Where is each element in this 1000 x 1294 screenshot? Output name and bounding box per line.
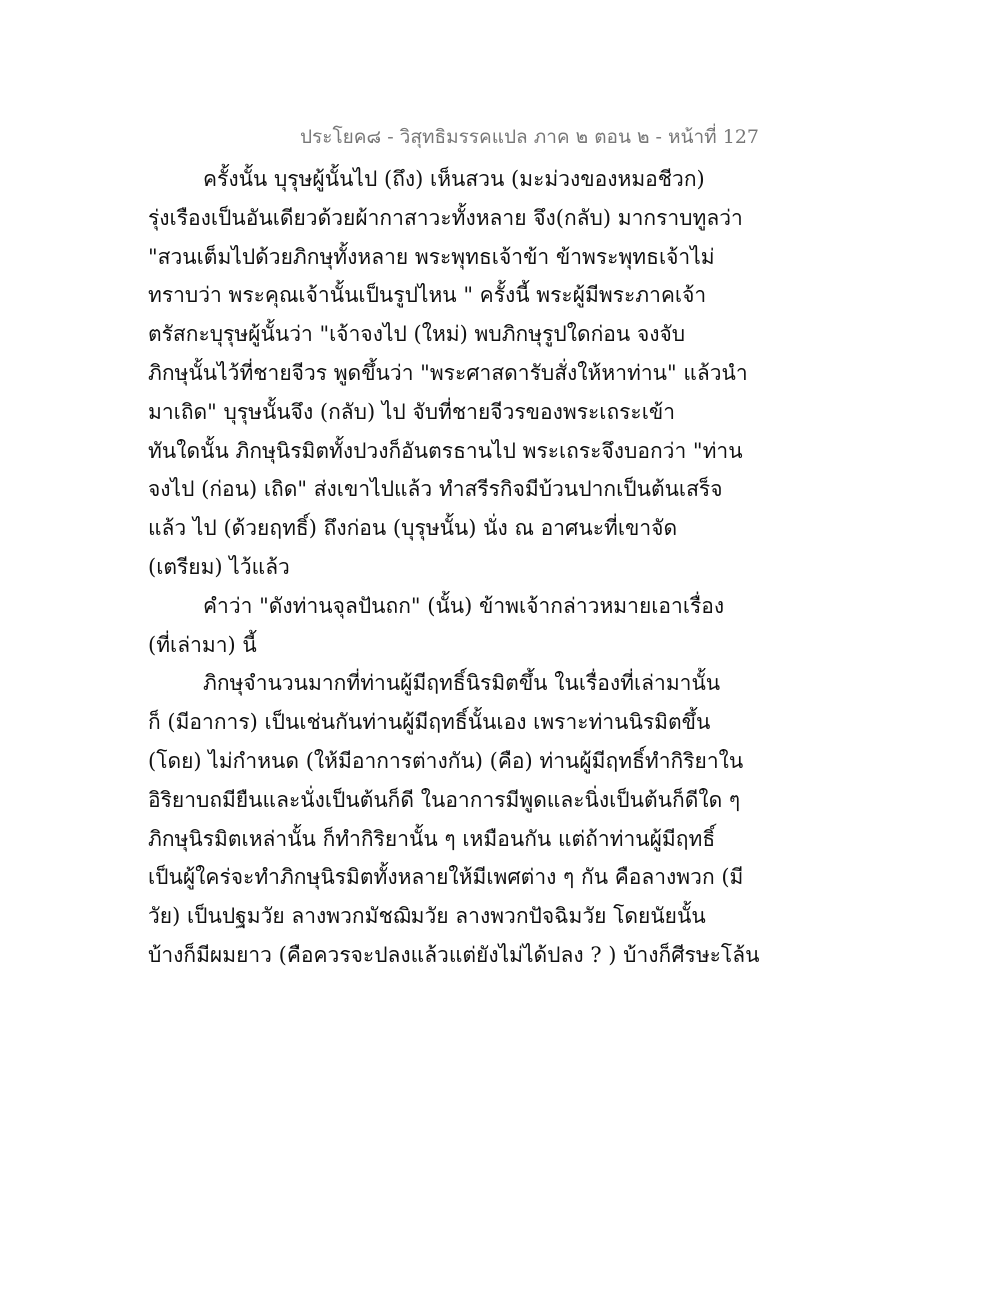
paragraph: [148, 587, 868, 665]
text-line: บ้างก็มีผมยาว (คือควรจะปลงแล้วแต่ยังไม่ได้ปลง ? ) บ้างก็ศีรษะโล้น: [148, 942, 760, 967]
text-line: ครั้งนั้น บุรุษผู้นั้นไป (ถึง) เห็นสวน (มะม่วงของหมอชีวก): [203, 167, 705, 191]
text-line: "สวนเต็มไปด้วยภิกษุทั้งหลาย พระพุทธเจ้าข้า ข้าพระพุทธเจ้าไม่: [148, 244, 715, 269]
text-line: ตรัสกะบุรุษผู้นั้นว่า "เจ้าจงไป (ใหม่) พบภิกษุรูปใดก่อน จงจับ: [148, 322, 686, 347]
text-line: ทันใดนั้น ภิกษุนิรมิตทั้งปวงก็อันตรธานไป พระเถระจึงบอกว่า "ท่าน: [148, 438, 743, 463]
text-line: ภิกษุจำนวนมากที่ท่านผู้มีฤทธิ์นิรมิตขึ้น ในเรื่องที่เล่ามานั้น: [203, 671, 721, 696]
text-line: (ที่เล่ามา) นี้: [148, 632, 257, 657]
text-line: จงไป (ก่อน) เถิด" ส่งเขาไปแล้ว ทำสรีรกิจมีบ้วนปากเป็นต้นเสร็จ: [148, 477, 723, 502]
paragraph: [148, 160, 868, 587]
text-line: แล้ว ไป (ด้วยฤทธิ์) ถึงก่อน (บุรุษนั้น) นั่ง ณ อาศนะที่เขาจัด: [148, 516, 678, 541]
text-line: ภิกษุนิรมิตเหล่านั้น ก็ทำกิริยานั้น ๆ เหมือนกัน แต่ถ้าท่านผู้มีฤทธิ์: [148, 826, 716, 851]
text-line: คำว่า "ดังท่านจุลปันถก" (นั้น) ข้าพเจ้ากล่าวหมายเอาเรื่อง: [203, 593, 725, 618]
text-line: วัย) เป็นปฐมวัย ลางพวกมัชฌิมวัย ลางพวกปัจฉิมวัย โดยนัยนั้น: [148, 904, 706, 929]
text-line: เป็นผู้ใคร่จะทำภิกษุนิรมิตทั้งหลายให้มีเพศต่าง ๆ กัน คือลางพวก (มี: [148, 865, 744, 890]
text-line: ก็ (มีอาการ) เป็นเช่นกันท่านผู้มีฤทธิ์นั้นเอง เพราะท่านนิรมิตขึ้น: [148, 710, 711, 735]
text-line: (โดย) ไม่กำหนด (ให้มีอาการต่างกัน) (คือ) ท่านผู้มีฤทธิ์ทำกิริยาใน: [148, 748, 744, 773]
text-line: ทราบว่า พระคุณเจ้านั้นเป็นรูปไหน " ครั้งนี้ พระผู้มีพระภาคเจ้า: [148, 283, 707, 308]
text-line: (เตรียม) ไว้แล้ว: [148, 554, 290, 579]
text-line: รุ่งเรืองเป็นอันเดียวด้วยผ้ากาสาวะทั้งหลาย จึง(กลับ) มากราบทูลว่า: [148, 205, 743, 230]
text-line: ภิกษุนั้นไว้ที่ชายจีวร พูดขึ้นว่า "พระศาสดารับสั่งให้หาท่าน" แล้วนำ: [148, 360, 748, 385]
body-text: [148, 160, 868, 975]
text-line: อิริยาบถมียืนและนั่งเป็นต้นก็ดี ในอาการมีพูดและนิ่งเป็นต้นก็ดีใด ๆ: [148, 787, 741, 812]
text-line: มาเถิด" บุรุษนั้นจึง (กลับ) ไป จับที่ชายจีวรของพระเถระเข้า: [148, 399, 676, 424]
paragraph: [148, 664, 868, 974]
running-header: ประโยค๘ - วิสุทธิมรรคแปล ภาค ๒ ตอน ๒ - หน้าที่ 127: [300, 126, 760, 148]
